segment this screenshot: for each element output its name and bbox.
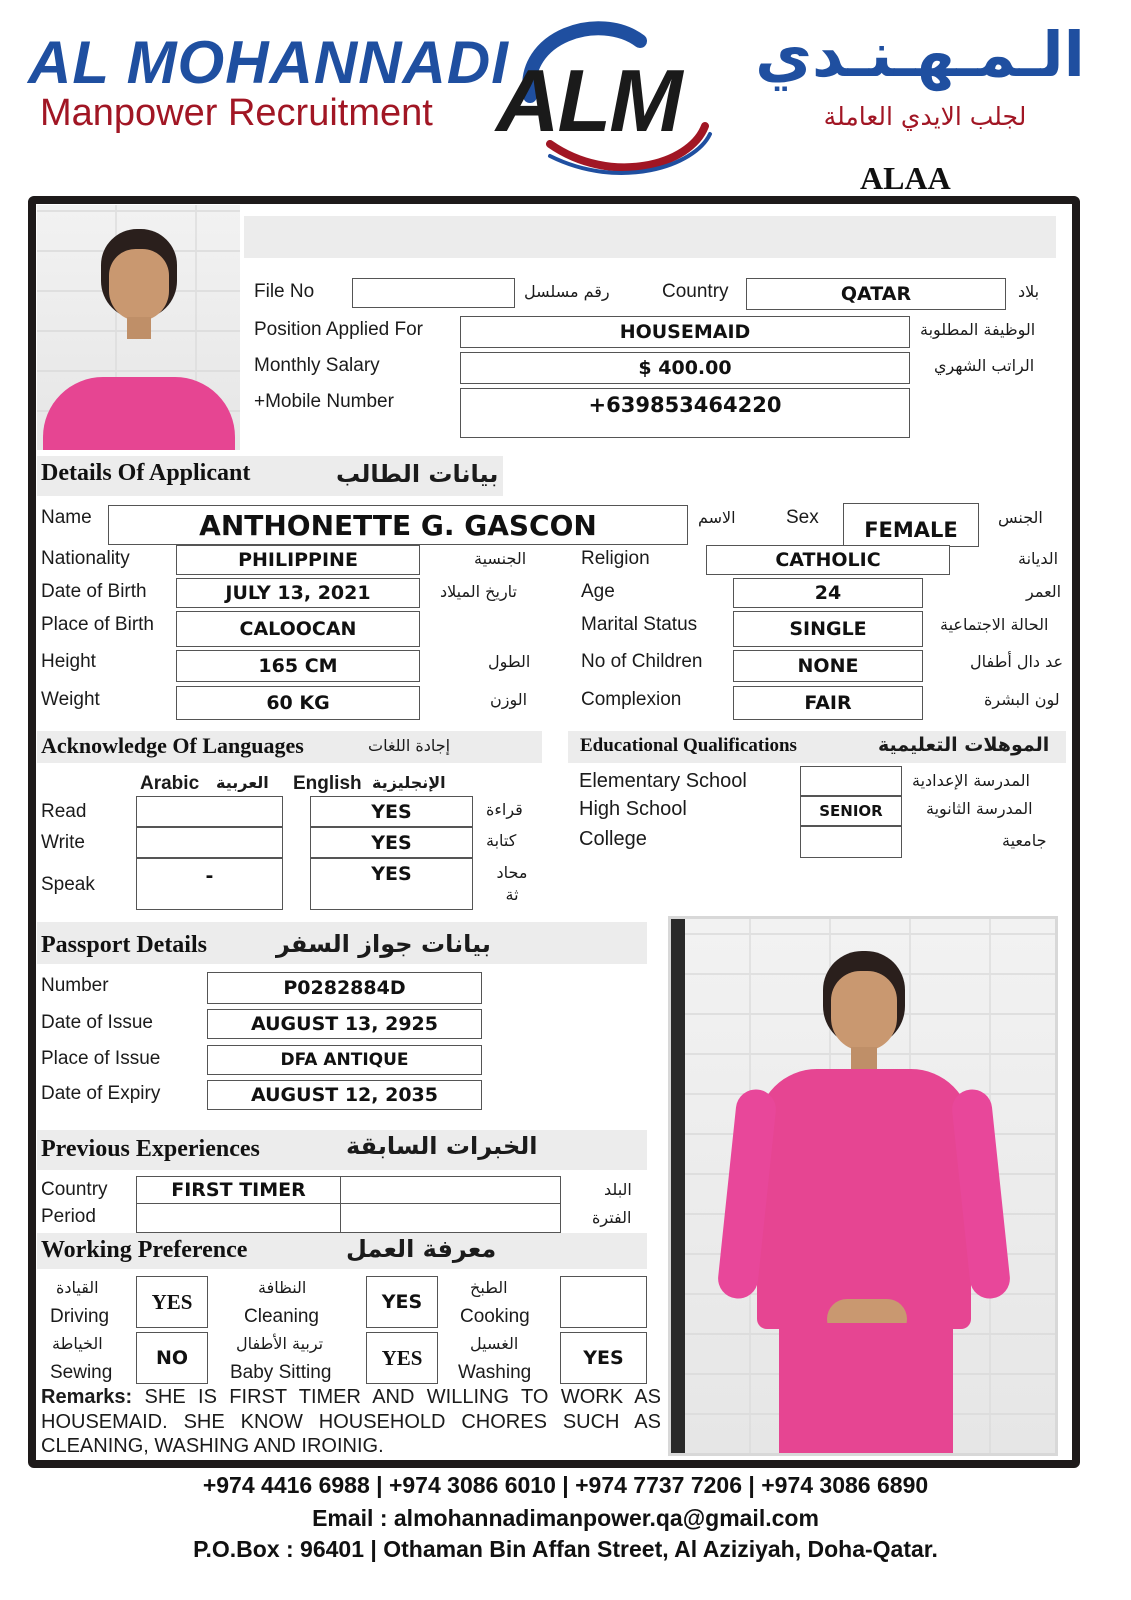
position-label-ar: الوظيفة المطلوبة	[920, 320, 1036, 339]
remarks	[41, 1385, 661, 1459]
arabic-column-head-ar: العربية	[216, 773, 269, 792]
salary-label-ar: الراتب الشهري	[934, 356, 1035, 375]
passport-number-label: Number	[41, 975, 109, 996]
applicant-section-title-ar: بيانات الطالب	[336, 460, 499, 488]
complexion-label: Complexion	[581, 689, 682, 710]
languages-section-title: Acknowledge Of Languages	[41, 733, 304, 758]
preference-section-title-ar: معرفة العمل	[346, 1235, 497, 1263]
weight-label: Weight	[41, 689, 100, 710]
edu-highschool-label: High School	[579, 798, 687, 820]
edu-college-label: College	[579, 828, 647, 850]
exp-country-extra-field[interactable]	[340, 1176, 561, 1204]
exp-period-extra-field[interactable]	[340, 1203, 561, 1233]
passport-issue-date-field[interactable]: AUGUST 13, 2925	[207, 1009, 482, 1039]
age-label: Age	[581, 581, 615, 602]
pref-babysitting-field[interactable]: YES	[366, 1332, 438, 1384]
dob-field[interactable]: JULY 13, 2021	[176, 578, 420, 608]
footer-email: Email : almohannadimanpower.qa@gmail.com	[312, 1505, 819, 1531]
lang-read-english[interactable]: YES	[310, 796, 473, 827]
edu-highschool-field[interactable]: SENIOR	[800, 796, 902, 826]
pref-cooking-label-ar: الطبخ	[470, 1278, 508, 1297]
lang-speak-label: Speak	[41, 874, 95, 895]
complexion-label-ar: لون البشرة	[984, 690, 1060, 709]
exp-period-label: Period	[41, 1206, 96, 1227]
edu-elementary-label-ar: المدرسة الإعدادية	[912, 771, 1030, 790]
pref-washing-label: Washing	[458, 1362, 532, 1383]
complexion-field[interactable]: FAIR	[733, 686, 923, 720]
religion-field[interactable]: CATHOLIC	[706, 545, 950, 575]
pref-cleaning-label: Cleaning	[244, 1306, 319, 1327]
nationality-field[interactable]: PHILIPPINE	[176, 545, 420, 575]
arabic-column-head: Arabic	[140, 773, 200, 794]
lang-read-arabic[interactable]	[136, 796, 283, 827]
remarks-label: Remarks:	[41, 1386, 133, 1408]
applicant-section-title: Details Of Applicant	[41, 460, 251, 486]
passport-expiry-field[interactable]: AUGUST 12, 2035	[207, 1080, 482, 1110]
file-no-label: File No	[254, 281, 315, 302]
lang-speak-arabic[interactable]: -	[136, 858, 283, 910]
children-label: No of Children	[581, 651, 703, 672]
children-field[interactable]: NONE	[733, 650, 923, 682]
pref-cooking-field[interactable]	[560, 1276, 647, 1328]
nationality-label-ar: الجنسية	[474, 549, 527, 568]
lang-read-label-ar: قراءة	[486, 800, 523, 819]
passport-number-field[interactable]: P0282884D	[207, 972, 482, 1004]
dob-label-ar: تاريخ الميلاد	[440, 582, 517, 601]
file-no-label-ar: رقم مسلسل	[524, 282, 610, 301]
children-label-ar: عد دال أطفال	[970, 652, 1064, 671]
pref-driving-label-ar: القيادة	[56, 1278, 99, 1297]
height-field[interactable]: 165 CM	[176, 650, 420, 682]
edu-elementary-field[interactable]	[800, 766, 902, 796]
edu-elementary-label: Elementary School	[579, 770, 747, 792]
edu-college-label-ar: جامعية	[1002, 831, 1047, 850]
name-field[interactable]: ANTHONETTE G. GASCON	[108, 505, 688, 545]
name-label-ar: الاسم	[698, 508, 736, 527]
age-label-ar: العمر	[1026, 582, 1062, 601]
brand-subtitle-en: Manpower Recruitment	[40, 92, 433, 134]
education-section-title: Educational Qualifications	[580, 735, 797, 756]
pref-driving-field[interactable]: YES	[136, 1276, 208, 1328]
passport-expiry-label: Date of Expiry	[41, 1083, 161, 1104]
edu-college-field[interactable]	[800, 826, 902, 858]
brand-name-ar: الـمـهـنـدي	[755, 18, 1085, 91]
footer-address: P.O.Box : 96401 | Othaman Bin Affan Street, Al Aziziyah, Doha-Qatar.	[193, 1536, 938, 1562]
brand-subtitle-ar: لجلب الايدي العاملة	[823, 102, 1027, 131]
age-field[interactable]: 24	[733, 578, 923, 608]
salary-label: Monthly Salary	[254, 355, 380, 376]
pref-sewing-label: Sewing	[50, 1362, 113, 1383]
position-field[interactable]: HOUSEMAID	[460, 316, 910, 348]
passport-issue-place-label: Place of Issue	[41, 1048, 161, 1069]
pob-field[interactable]: CALOOCAN	[176, 611, 420, 647]
applicant-photo-full	[668, 916, 1058, 1456]
passport-section-title: Passport Details	[41, 932, 207, 958]
nationality-label: Nationality	[41, 548, 130, 569]
applicant-photo-small	[37, 205, 240, 450]
header-blank-bar	[244, 216, 1056, 258]
agent-name: ALAA	[860, 160, 951, 196]
sex-label: Sex	[786, 507, 819, 528]
pref-washing-field[interactable]: YES	[560, 1332, 647, 1384]
exp-country-label-ar: البلد	[604, 1180, 632, 1199]
mobile-label: +Mobile Number	[254, 391, 394, 412]
passport-section-title-ar: بيانات جواز السفر	[276, 930, 491, 958]
country-field[interactable]: QATAR	[746, 278, 1006, 310]
file-no-field[interactable]	[352, 278, 515, 308]
pref-sewing-label-ar: الخياطة	[52, 1334, 103, 1353]
sex-field[interactable]: FEMALE	[843, 503, 979, 547]
exp-period-field[interactable]	[136, 1203, 341, 1233]
country-label: Country	[662, 281, 729, 302]
marital-label: Marital Status	[581, 614, 698, 635]
passport-issue-date-label: Date of Issue	[41, 1012, 153, 1033]
exp-period-label-ar: الفترة	[592, 1208, 632, 1227]
experience-section-title: Previous Experiences	[41, 1136, 260, 1162]
religion-label-ar: الديانة	[1018, 549, 1059, 568]
lang-speak-english[interactable]: YES	[310, 858, 473, 910]
pref-cooking-label: Cooking	[460, 1306, 530, 1327]
mobile-field[interactable]: +639853464220	[460, 388, 910, 438]
education-section-title-ar: الموهلات التعليمية	[878, 734, 1050, 756]
religion-label: Religion	[581, 548, 650, 569]
lang-write-label-ar: كتابة	[486, 831, 517, 850]
exp-country-field[interactable]: FIRST TIMER	[136, 1176, 341, 1204]
weight-field[interactable]: 60 KG	[176, 686, 420, 720]
pref-washing-label-ar: الغسيل	[470, 1334, 519, 1353]
experience-section-title-ar: الخبرات السابقة	[346, 1132, 538, 1160]
country-label-ar: بلاد	[1018, 282, 1040, 301]
marital-field[interactable]: SINGLE	[733, 611, 923, 647]
english-column-head-ar: الإنجليزية	[372, 773, 446, 792]
pref-cleaning-field[interactable]: YES	[366, 1276, 438, 1328]
pref-babysitting-label: Baby Sitting	[230, 1362, 332, 1383]
lang-speak-label-ar: محاد ثة	[496, 863, 528, 904]
pref-cleaning-label-ar: النظافة	[258, 1278, 307, 1297]
lang-write-arabic[interactable]	[136, 827, 283, 858]
pref-driving-label: Driving	[50, 1306, 110, 1327]
sex-label-ar: الجنس	[998, 508, 1043, 527]
marital-label-ar: الحالة الاجتماعية	[940, 615, 1049, 634]
salary-field[interactable]: $ 400.00	[460, 352, 910, 384]
passport-issue-place-field[interactable]: DFA ANTIQUE	[207, 1045, 482, 1075]
brand-name-en: AL MOHANNADI	[28, 29, 509, 96]
lang-write-label: Write	[41, 832, 85, 853]
lang-read-label: Read	[41, 801, 87, 822]
height-label-ar: الطول	[488, 652, 531, 671]
preference-section-title: Working Preference	[41, 1237, 248, 1263]
footer-phones: +974 4416 6988 | +974 3086 6010 | +974 7737 7206 | +974 3086 6890	[202, 1472, 929, 1498]
edu-highschool-label-ar: المدرسة الثانوية	[926, 799, 1033, 818]
name-label: Name	[41, 507, 92, 528]
pob-label: Place of Birth	[41, 614, 154, 635]
languages-section-title-ar: إجادة اللغات	[368, 736, 451, 755]
english-column-head: English	[293, 773, 362, 794]
pref-babysitting-label-ar: تربية الأطفال	[236, 1334, 324, 1353]
lang-write-english[interactable]: YES	[310, 827, 473, 858]
position-label: Position Applied For	[254, 319, 423, 340]
remarks-text: SHE IS FIRST TIMER AND WILLING TO WORK AS HOUSEMAID. SHE KNOW HOUSEHOLD CHORES SUCH AS CLEANING, WASHING AND IROINIG.	[41, 1386, 661, 1457]
dob-label: Date of Birth	[41, 581, 147, 602]
exp-country-label: Country	[41, 1179, 108, 1200]
pref-sewing-field[interactable]: NO	[136, 1332, 208, 1384]
alm-logo-letters: ALM	[496, 51, 681, 150]
height-label: Height	[41, 651, 96, 672]
weight-label-ar: الوزن	[490, 690, 528, 709]
